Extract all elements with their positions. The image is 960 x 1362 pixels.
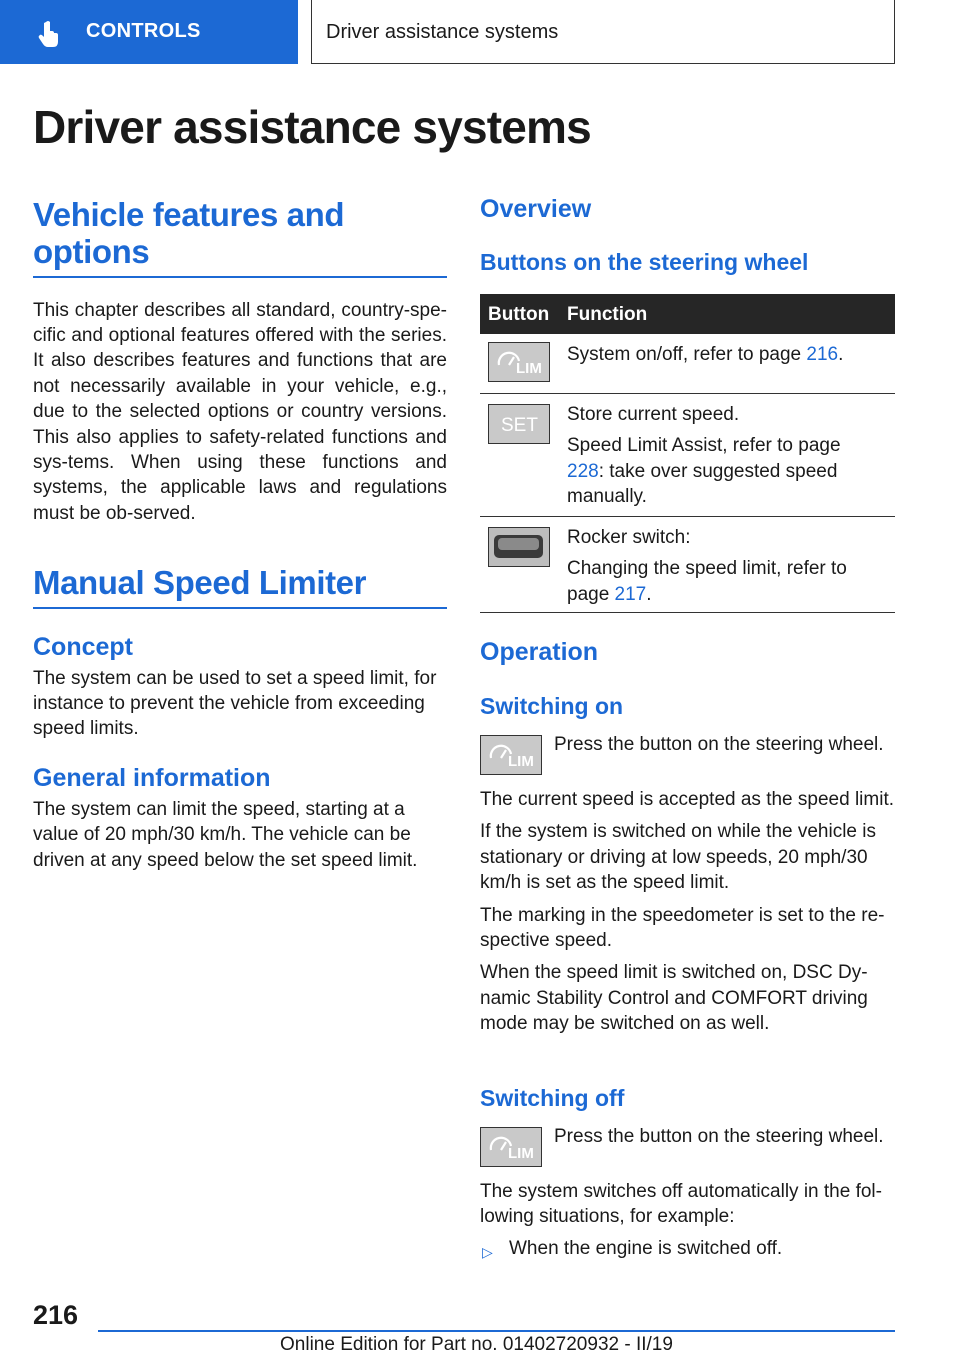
bullet-triangle-icon: ▷ [482,1244,493,1260]
col-function: Function [567,304,648,325]
col-button: Button [488,304,550,325]
features-rule [33,276,447,278]
switch-on-p3: The marking in the speedometer is set to the re-spective speed. [480,904,885,952]
lim-button-icon [488,342,550,382]
limiter-heading: Manual Speed Limiter [33,564,367,602]
row3-function: Rocker switch: Changing the speed limit, refer to page 217. [567,527,847,605]
lim-button-icon [480,1127,542,1167]
bullet-text: When the engine is switched off. [509,1238,783,1259]
limiter-rule [33,607,447,609]
svg-text:SET: SET [501,415,538,436]
svg-text:LIM: LIM [516,360,542,377]
set-button-icon [488,404,550,444]
section-tab[interactable] [0,0,298,64]
table-row [480,394,895,517]
operation-heading: Operation [480,638,599,666]
concept-heading: Concept [33,632,133,661]
general-heading: General information [33,763,271,792]
switch-on-heading: Switching on [480,693,624,719]
chapter-tab[interactable] [311,0,895,64]
row1-function: System on/off, refer to page 216. [567,344,844,365]
switch-on-press: Press the button on the steering wheel. [554,734,884,755]
chapter-tab-label: Driver assistance systems [326,21,559,43]
lim-button-icon [480,735,542,775]
footer-rule [98,1330,895,1332]
row2-function: Store current speed. Speed Limit Assist, refer to page 228: take over suggested speed manually. [567,404,841,508]
features-heading: Vehicle features and options [33,196,345,270]
concept-text: The system can be used to set a speed limit, for instance to prevent the vehicle from exceeding speed limits. [33,667,437,740]
page-link-217[interactable]: 217 [614,583,647,605]
features-text: This chapter describes all standard, country-spe-cific and optional features offered with the series. It also describes features and functions that are not necessarily available in your vehicle, e.g., due to the selected options or country versions. This also applies to safety-related functions and sys-tems. When using these functions and systems, the applicable laws and regulations must be ob-served. [33,299,447,524]
switch-on-body [480,787,895,1037]
general-text: The system can limit the speed, starting at a value of 20 mph/30 km/h. The vehicle can be driven at any speed below the set speed limit. [33,798,418,871]
left-column [33,196,447,873]
switch-off-heading: Switching off [480,1085,625,1111]
page-number: 216 [33,1300,79,1330]
page-link-216[interactable]: 216 [806,344,839,365]
buttons-heading: Buttons on the steering wheel [480,249,809,275]
switch-on-p4: When the speed limit is switched on, DSC Dy-namic Stability Control and COMFORT driving mode may be switched on as well. [480,962,868,1035]
switch-on-p1: The current speed is accepted as the speed limit. [480,789,895,810]
footer-edition: Online Edition for Part no. 01402720932 - II/19 [280,1334,673,1355]
hand-pointer-icon [38,20,62,48]
svg-text:LIM: LIM [508,753,534,770]
switch-on-p2: If the system is switched on while the vehicle is stationary or driving at low speeds, 20 mph/30 km/h is set as the speed limit. [480,821,877,894]
switch-off-p1: The system switches off automatically in the fol-lowing situations, for example: [480,1181,882,1228]
table-row [480,517,895,613]
buttons-table [480,294,895,613]
switch-off-press: Press the button on the steering wheel. [554,1126,884,1147]
table-row [480,334,895,394]
table-header [480,294,895,334]
page-link-228[interactable]: 228 [567,460,599,482]
section-tab-label: CONTROLS [86,20,201,42]
page-title: Driver assistance systems [33,101,591,153]
svg-text:LIM: LIM [508,1145,534,1162]
rocker-switch-icon [488,527,550,567]
overview-heading: Overview [480,195,592,223]
